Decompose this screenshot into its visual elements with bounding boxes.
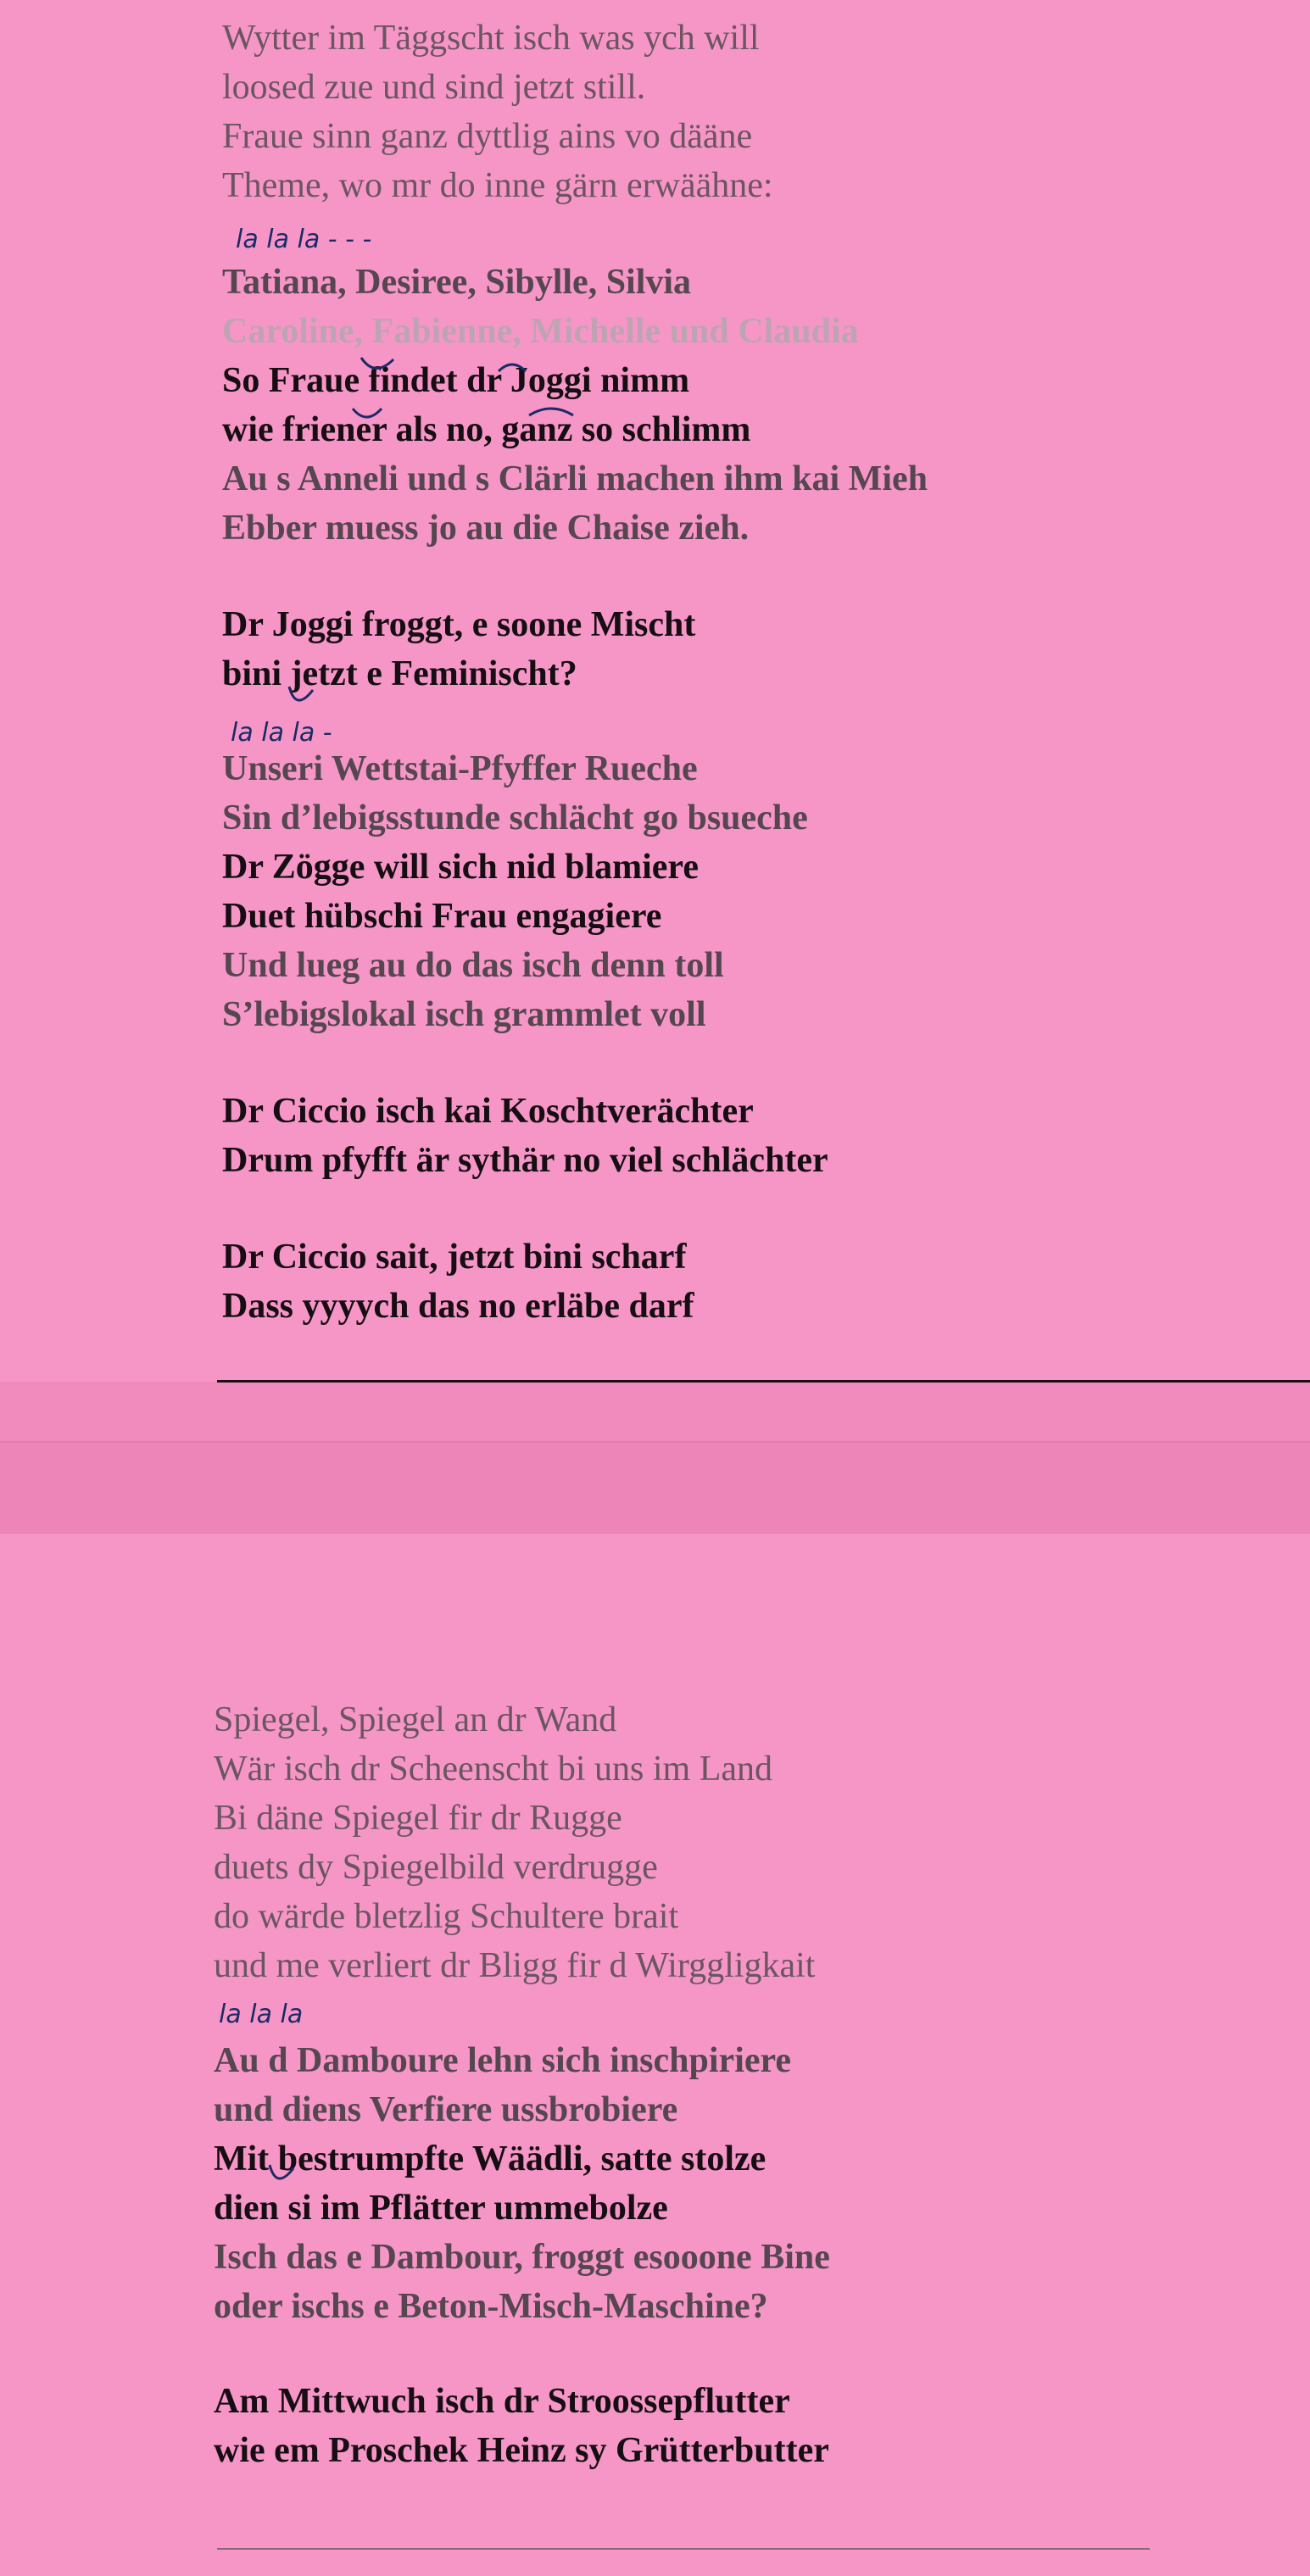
hand-stroke-mark: [492, 354, 534, 380]
section-divider: [217, 2548, 1150, 2550]
verse-line: Dr Joggi froggt, e soone Mischt: [222, 605, 696, 644]
verse-line: dien si im Pflätter ummebolze: [214, 2189, 668, 2228]
verse-line: oder ischs e Beton-Misch-Maschine?: [214, 2287, 768, 2326]
verse-line: So Fraue findet dr Joggi nimm: [222, 361, 690, 400]
verse-line: Caroline, Fabienne, Michelle und Claudia: [222, 312, 859, 351]
verse-line: Ebber muess jo au die Chaise zieh.: [222, 509, 750, 548]
verse-line: wie friener als no, ganz so schlimm: [222, 410, 751, 449]
hand-stroke-mark: [348, 403, 390, 429]
verse-line: und me verliert dr Bligg fir d Wirggligkait: [214, 1946, 816, 1985]
verse-line: wie em Proschek Heinz sy Grütterbutter: [214, 2431, 829, 2470]
verse-line: und diens Verfiere ussbrobiere: [214, 2090, 678, 2129]
verse-line: Theme, wo mr do inne gärn erwäähne:: [222, 166, 773, 205]
verse-line: bini jetzt e Feminischt?: [222, 654, 577, 693]
verse-line: do wärde bletzlig Schultere brait: [214, 1897, 679, 1936]
verse-line: duets dy Spiegelbild verdrugge: [214, 1848, 658, 1887]
verse-line: Wytter im Täggscht isch was ych will: [222, 19, 760, 58]
verse-line: Fraue sinn ganz dyttlig ains vo dääne: [222, 117, 753, 156]
verse-line: Duet hübschi Frau engagiere: [222, 897, 662, 936]
hand-stroke-mark: [526, 402, 577, 422]
hand-stroke-mark: [284, 682, 318, 715]
section-divider: [217, 1380, 1310, 1383]
verse-line: loosed zue und sind jetzt still.: [222, 68, 646, 107]
verse-line: Bi däne Spiegel fir dr Rugge: [214, 1799, 622, 1838]
verse-line: Wär isch dr Scheenscht bi uns im Land: [214, 1750, 772, 1789]
verse-line: Au d Damboure lehn sich inschpiriere: [214, 2041, 792, 2080]
verse-line: Sin d’lebigsstunde schlächt go bsueche: [222, 798, 808, 837]
verse-line: S’lebigslokal isch grammlet voll: [222, 995, 706, 1034]
verse-line: Drum pfyfft är sythär no viel schlächter: [222, 1141, 828, 1180]
verse-line: Dr Zögge will sich nid blamiere: [222, 848, 699, 887]
verse-line: Dr Ciccio isch kai Koschtverächter: [222, 1092, 754, 1131]
verse-line: Mit bestrumpfte Wäädli, satte stolze: [214, 2139, 766, 2178]
verse-line: Tatiana, Desiree, Sibylle, Silvia: [222, 263, 692, 302]
verse-line: Dr Ciccio sait, jetzt bini scharf: [222, 1238, 687, 1277]
fold-crease: [0, 1441, 1310, 1536]
handwritten-note: la la la - - -: [236, 225, 372, 254]
hand-stroke-mark: [265, 2160, 298, 2194]
handwritten-note: la la la: [219, 2000, 304, 2029]
verse-line: Au s Anneli und s Clärli machen ihm kai Mieh: [222, 459, 928, 498]
verse-line: Isch das e Dambour, froggt esooone Bine: [214, 2238, 830, 2277]
hand-stroke-mark: [356, 354, 407, 380]
verse-line: Spiegel, Spiegel an dr Wand: [214, 1700, 617, 1739]
verse-line: Unseri Wettstai-Pfyffer Rueche: [222, 749, 698, 788]
handwritten-note: la la la -: [231, 718, 332, 748]
verse-line: Und lueg au do das isch denn toll: [222, 946, 724, 985]
verse-line: Dass yyyych das no erläbe darf: [222, 1287, 694, 1326]
verse-line: Am Mittwuch isch dr Stroossepflutter: [214, 2382, 790, 2421]
